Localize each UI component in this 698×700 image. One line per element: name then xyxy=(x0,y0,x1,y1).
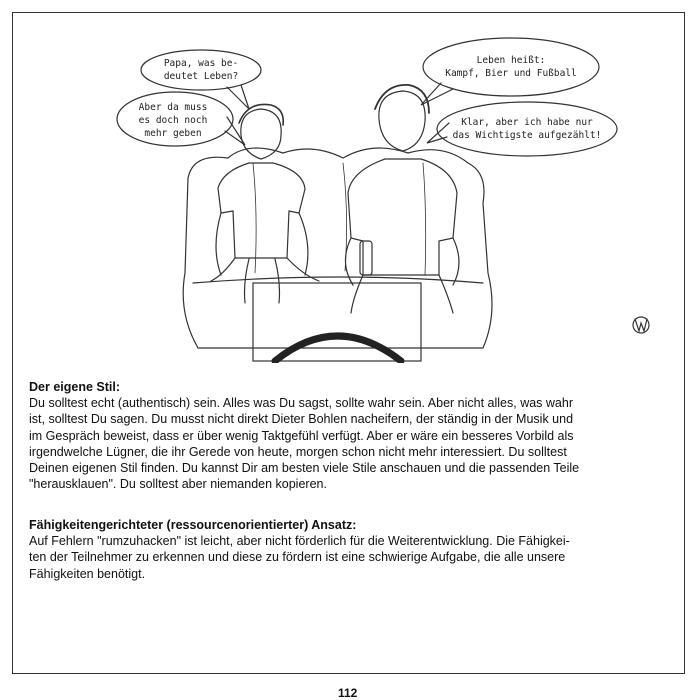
kid-figure xyxy=(211,104,319,303)
body-line: Deinen eigenen Stil finden. Du kannst Dir am besten viele Stile anschauen und die passenden Teile xyxy=(29,461,580,476)
bubble-text: mehr geben xyxy=(144,128,202,139)
speech-bubble xyxy=(141,50,261,90)
bubble-text: deutet Leben? xyxy=(163,71,239,82)
page-frame xyxy=(12,12,685,674)
body-line: ten der Teilnehmer zu erkennen und diese zu fördern ist eine schwierige Aufgabe, die alle unsere xyxy=(29,550,566,565)
tv-set xyxy=(253,283,421,361)
bubble-text: Leben heißt: xyxy=(476,55,546,66)
sofa-outline xyxy=(183,148,492,348)
section-heading: Der eigene Stil: xyxy=(29,380,120,394)
page-number: 112 xyxy=(338,686,358,700)
sofa-seat-line xyxy=(193,277,483,283)
body-line: im Gespräch beweist, dass er über wenig Taktgefühl verfügt. Aber er wäre ein besseres Vorbild als xyxy=(29,428,574,443)
body-line: ist, solltest Du sagen. Du musst nicht direkt Dieter Bohlen nacheifern, der ständig in der Musik und xyxy=(29,412,574,427)
body-line: Fähigkeiten benötigt. xyxy=(29,566,146,581)
dad-figure xyxy=(345,85,459,313)
bubble-text: das Wichtigste aufgezählt! xyxy=(452,130,602,141)
speech-bubble xyxy=(423,38,599,96)
bubble-text: Kampf, Bier und Fußball xyxy=(445,68,577,79)
section-eigener-stil xyxy=(29,379,674,492)
section-heading: Fähigkeitengerichteter (ressourcenorientierter) Ansatz: xyxy=(29,518,357,532)
beer-bottle xyxy=(360,241,372,275)
speech-bubble xyxy=(437,102,617,156)
section-ansatz xyxy=(29,517,674,582)
bubble-text: Klar, aber ich habe nur xyxy=(461,117,593,128)
body-line: Auf Fehlern "rumzuhacken" ist leicht, aber nicht förderlich für die Weiterentwicklung. Die Fähigkei- xyxy=(29,534,570,549)
body-line: irgendwelche Lügner, die ihr Gerede von heute, morgen schon nicht mehr interessiert. Du solltest xyxy=(29,444,567,459)
body-line: "herausklauen". Du solltest aber niemanden kopieren. xyxy=(29,477,327,492)
bubble-text: Aber da muss xyxy=(138,102,208,113)
bubble-text: Papa, was be- xyxy=(163,58,239,69)
cartoon-illustration xyxy=(13,13,685,363)
bubble-text: es doch noch xyxy=(138,115,208,126)
body-line: Du solltest echt (authentisch) sein. Alles was Du sagst, sollte wahr sein. Aber nicht alles, was wahr xyxy=(29,396,574,411)
